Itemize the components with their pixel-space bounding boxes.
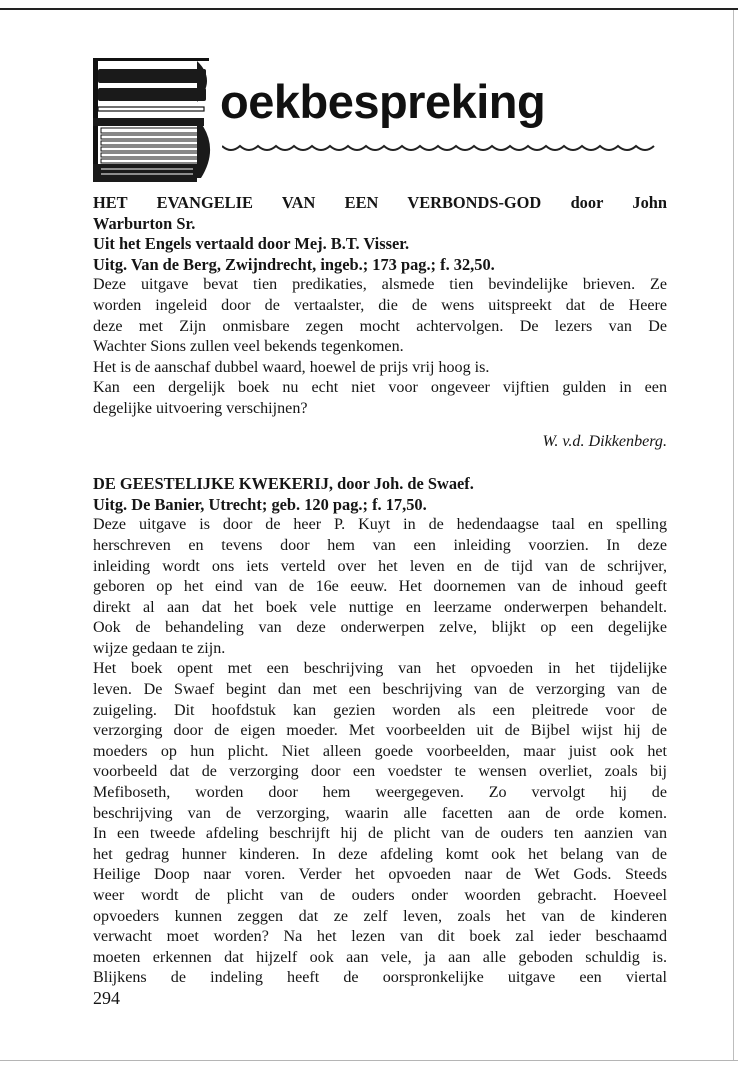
- review-2-body-line: voorbeeld dat de verzorging door een voedster te wensen overliet, zoals bij: [93, 763, 667, 781]
- review-2-body-line: wijze gedaan te zijn.: [93, 639, 226, 657]
- review-1-title-line-1: HET EVANGELIE VAN EEN VERBONDS-GOD door John: [93, 193, 667, 212]
- review-2-body-line: geboren op het eind van de 16e eeuw. Het doornemen van de inhoud geeft: [93, 578, 667, 596]
- page-number: 294: [93, 988, 120, 1008]
- review-2-body-line: Heilige Doop naar voren. Verder het opvoeden naar de Wet Gods. Steeds: [93, 866, 667, 884]
- review-1-body-line: Het is de aanschaf dubbel waard, hoewel de prijs vrij hoog is.: [93, 358, 490, 376]
- review-2-body-line: In een tweede afdeling beschrijft hij de plicht van de ouders ten aanzien van: [93, 825, 667, 843]
- review-2-body-line: Mefiboseth, worden door hem weergegeven. Zo vervolgt hij de: [93, 784, 667, 802]
- article-body: [93, 193, 667, 989]
- book-stack-icon: [93, 58, 215, 182]
- review-2-title-line: DE GEESTELIJKE KWEKERIJ, door Joh. de Swaef.: [93, 474, 474, 494]
- review-1-body-line: Deze uitgave bevat tien predikaties, alsmede tien bevindelijke brieven. Ze: [93, 276, 667, 294]
- review-2-body-line: Deze uitgave is door de heer P. Kuyt in de hedendaagse taal en spelling: [93, 516, 667, 534]
- review-1-body-line: deze met Zijn onmisbare zegen mocht achtervolgen. De lezers van De: [93, 317, 667, 335]
- book-stack-logo: [93, 58, 215, 182]
- review-2-body-line: zuigeling. Dit hoofdstuk kan gezien worden als een pleitrede voor de: [93, 701, 667, 719]
- review-2-body-line: verzorging door de eigen moeder. Met voorbeelden uit de Bijbel wijst hij de: [93, 722, 667, 740]
- review-2-body-line: opvoeders kunnen zeggen dat ze zelf leven, zoals het van de kinderen: [93, 907, 667, 925]
- review-1-body-line: degelijke uitvoering verschijnen?: [93, 399, 308, 417]
- review-2-body-line: Het boek opent met een beschrijving van het opvoeden in het tijdelijke: [93, 660, 667, 678]
- review-2-body-line: direkt al aan dat het boek vele nuttige en leerzame onderwerpen behandelt.: [93, 598, 667, 616]
- review-2-body-line: herschreven en tevens door hem van een inleiding voorzien. In deze: [93, 536, 667, 554]
- page-edge-rule: [733, 10, 734, 1060]
- review-1: [93, 193, 667, 452]
- review-2-body-line: Ook de behandeling van deze onderwerpen zelve, blijkt op een degelijke: [93, 619, 667, 637]
- review-2-body-line: moeders op hun plicht. Niet alleen goede voorbeelden, maar juist ook het: [93, 742, 667, 760]
- review-2-body-line: leven. De Swaef begint dan met een beschrijving van de verzorging van de: [93, 681, 667, 699]
- bottom-rule: [0, 1060, 738, 1061]
- wave-divider: [222, 142, 660, 156]
- review-2-body-line: weer wordt de plicht van de ouders onder woorden gebracht. Hoeveel: [93, 887, 667, 904]
- masthead-title: oekbespreking: [220, 75, 546, 128]
- review-2-body-line: verwacht moet worden? Na het lezen van dit boek zal ieder beschaamd: [93, 928, 667, 946]
- review-1-translation-line: Uit het Engels vertaald door Mej. B.T. Visser.: [93, 234, 410, 254]
- top-rule: [0, 8, 738, 10]
- review-1-title-line-2: Warburton Sr.: [93, 213, 196, 233]
- review-1-body-line: worden ingeleid door de vertaalster, die de wens uitspreekt dat de Heere: [93, 296, 667, 314]
- review-1-signature: W. v.d. Dikkenberg.: [542, 432, 667, 450]
- review-2-body-line: inleiding wordt ons iets verteld over het leven en de tijd van de schrijver,: [93, 557, 667, 575]
- review-2: [93, 474, 667, 989]
- review-2-publisher-line: Uitg. De Banier, Utrecht; geb. 120 pag.; f. 17,50.: [93, 494, 427, 514]
- review-1-body-line: Kan een dergelijk boek nu echt niet voor ongeveer vijftien gulden in een: [93, 379, 667, 397]
- review-2-body-line: beschrijving van de verzorging, waarin alle facetten aan de orde komen.: [93, 804, 667, 822]
- review-1-publisher-line: Uitg. Van de Berg, Zwijndrecht, ingeb.; 173 pag.; f. 32,50.: [93, 254, 495, 274]
- review-2-body-line: moeten erkennen dat hijzelf ook aan vele, ja aan alle geboden schuldig is.: [93, 948, 667, 966]
- review-1-body-line: Wachter Sions zullen veel bekends tegenkomen.: [93, 338, 404, 356]
- review-2-body-line: het gedrag hunner kinderen. In deze afdeling komt ook het belang van de: [93, 845, 667, 863]
- review-2-body-line: Blijkens de indeling heeft de oorspronkelijke uitgave een viertal: [93, 969, 667, 987]
